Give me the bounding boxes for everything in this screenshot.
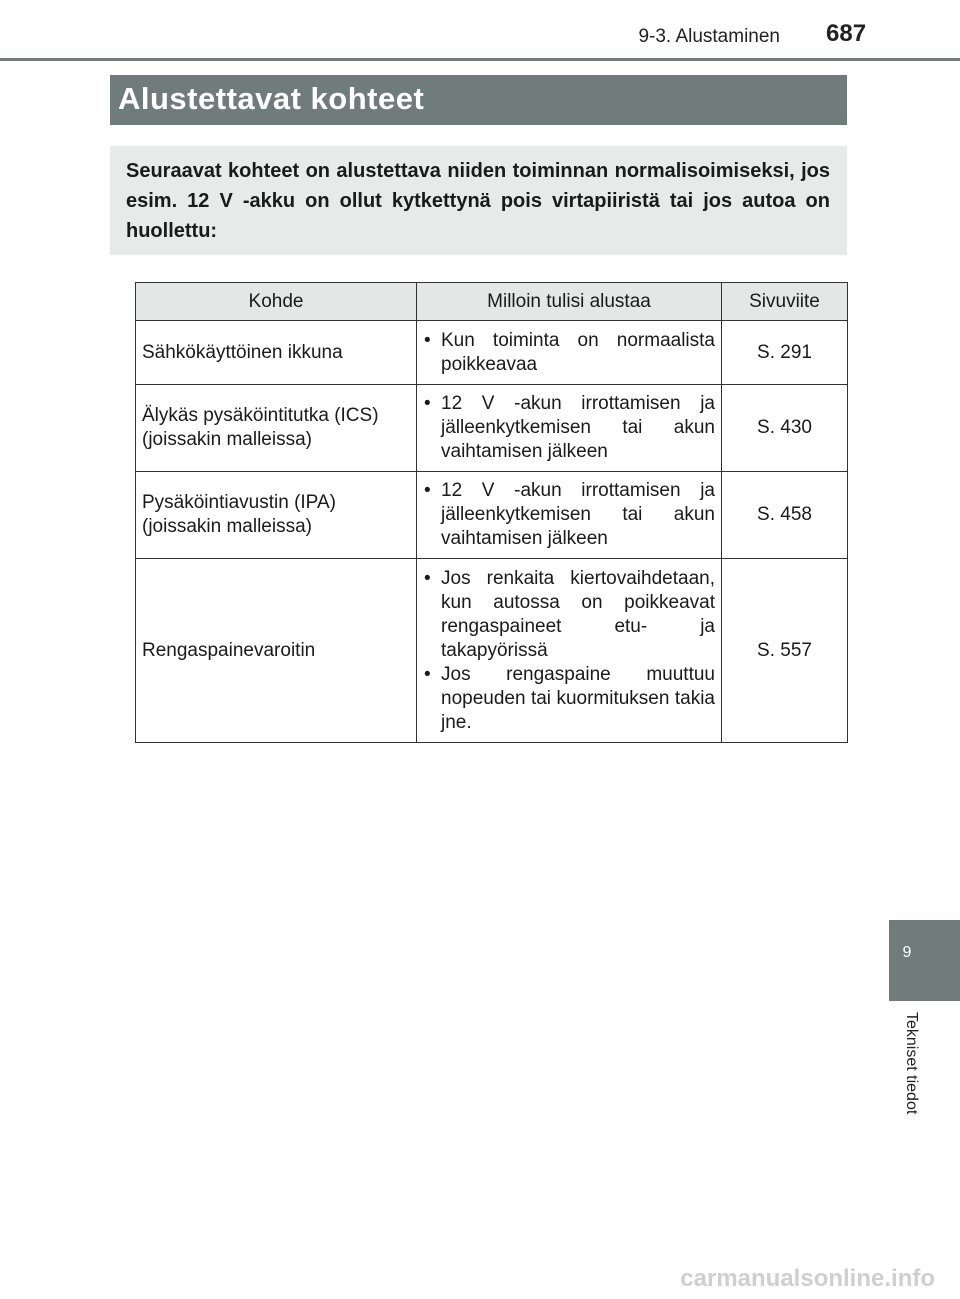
page-number: 687 — [826, 20, 867, 47]
page-ref-cell: S. 557 — [722, 559, 848, 743]
list-item: • Jos renkaita kiertovaihdetaan, kun autossa on poikkeavat rengaspaineet etu- ja takapyörissä — [423, 567, 715, 663]
table-row — [136, 385, 848, 472]
table-row — [136, 472, 848, 559]
when-cell — [417, 321, 722, 385]
when-cell — [417, 385, 722, 472]
when-cell — [417, 472, 722, 559]
column-header-page: Sivuviite — [722, 283, 848, 321]
intro-text: Seuraavat kohteet on alustettava niiden toiminnan normalisoimiseksi, jos esim. 12 V -akku on ollut kytkettynä pois virtapiiristä tai jos autoa on huollettu: — [126, 160, 830, 242]
table-header-row — [136, 283, 848, 321]
items-table — [135, 282, 848, 743]
watermark: carmanualsonline.info — [680, 1265, 935, 1292]
page-title-bar — [110, 75, 847, 125]
list-item: • Kun toiminta on normaalista poikkeavaa — [423, 329, 715, 377]
chapter-tab — [889, 920, 960, 1001]
item-cell: Rengaspainevaroitin — [136, 559, 417, 743]
intro-box — [110, 146, 847, 255]
item-cell: Sähkökäyttöinen ikkuna — [136, 321, 417, 385]
when-list — [423, 479, 715, 551]
column-header-item: Kohde — [136, 283, 417, 321]
item-cell: Pysäköintiavustin (IPA) (joissakin malleissa) — [136, 472, 417, 559]
header-divider — [0, 58, 960, 61]
list-item: • 12 V -akun irrottamisen ja jälleenkytkemisen tai akun vaihtamisen jälkeen — [423, 392, 715, 464]
chapter-label: Tekniset tiedot — [903, 1012, 920, 1115]
table-row — [136, 321, 848, 385]
when-list — [423, 392, 715, 464]
when-list — [423, 329, 715, 377]
page-title: Alustettavat kohteet — [118, 81, 425, 116]
list-item: • 12 V -akun irrottamisen ja jälleenkytkemisen tai akun vaihtamisen jälkeen — [423, 479, 715, 551]
page-ref-cell: S. 291 — [722, 321, 848, 385]
page-ref-cell: S. 458 — [722, 472, 848, 559]
chapter-number: 9 — [902, 944, 912, 961]
section-title: 9-3. Alustaminen — [638, 26, 780, 47]
list-item: • Jos rengaspaine muuttuu nopeuden tai kuormituksen takia jne. — [423, 663, 715, 735]
column-header-when: Milloin tulisi alustaa — [417, 283, 722, 321]
page-ref-cell: S. 430 — [722, 385, 848, 472]
table-row — [136, 559, 848, 743]
when-cell — [417, 559, 722, 743]
when-list — [423, 567, 715, 735]
item-cell: Älykäs pysäköintitutka (ICS) (joissakin malleissa) — [136, 385, 417, 472]
